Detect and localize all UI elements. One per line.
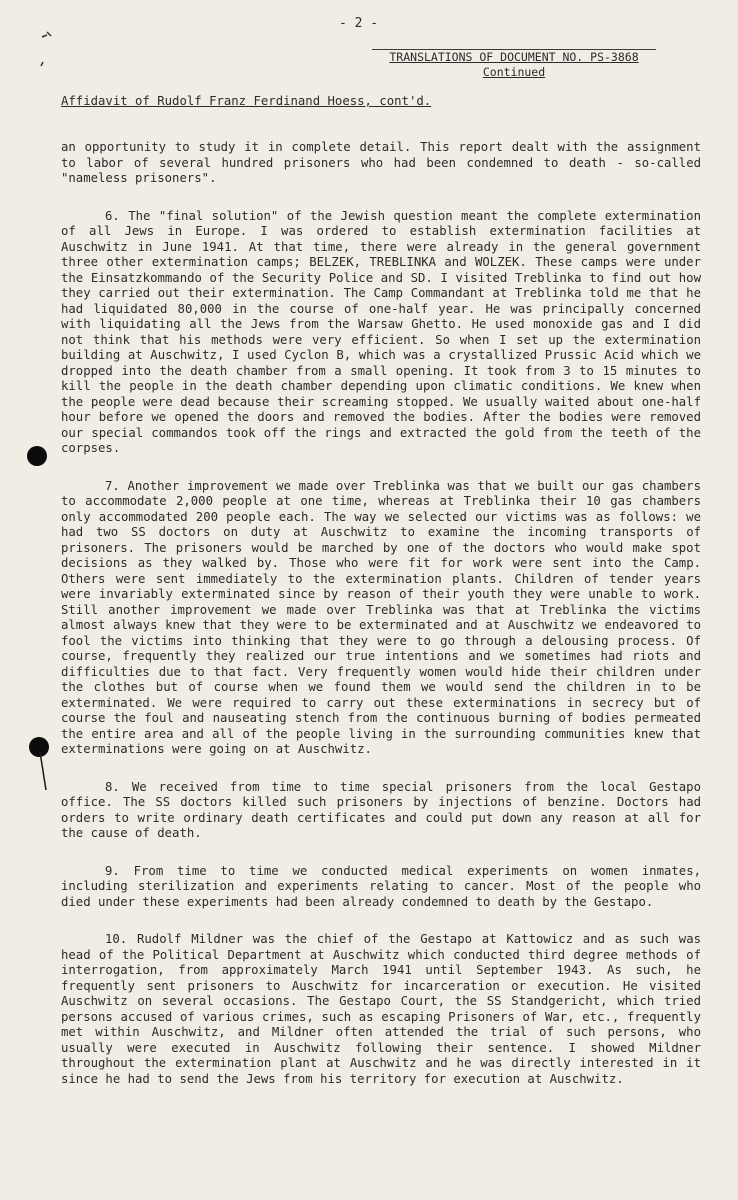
punch-hole-upper — [27, 446, 47, 466]
paragraph-7: 7. Another improvement we made over Treblinka was that we built our gas chambers to accommodate 2,000 people at one time, whereas at Treblinka their 10 gas chambers only accommodated 200 people each. The way we selected our victims was as follows: we had two SS doctors on duty at Auschwitz to examine the incoming transports of prisoners. The prisoners would be marched by one of the doctors who would make spot decisions as they walked by. Those who were fit for work were sent into the Camp. Others were sent immediately to the extermination plants. Children of tender years were invariably exterminated since by reason of their youth they were unable to work. Still another improvement we made over Treblinka was that at Treblinka the victims almost always knew that they were to be exterminated and at Auschwitz we endeavored to fool the victims into thinking that they were to go through a delousing process. Of course, frequently they realized our true intentions and we sometimes had riots and difficulties due to that fact. Very frequently women would hide their children under the clothes but of course when we found them we would send the children in to be exterminated. We were required to carry out these exterminations in secrecy but of course the foul and nauseating stench from the continuous burning of bodies permeated the entire area and all of the people living in the surrounding communities knew that exterminations were going on at Auschwitz. — [61, 478, 701, 756]
header-title: TRANSLATIONS OF DOCUMENT NO. PS-3868 — [389, 50, 639, 64]
paragraph-6: 6. The "final solution" of the Jewish question meant the complete extermination of all Jews in Europe. I was ordered to establish extermination facilities at Auschwitz in June 1941. At that time, there were already in the general government three other extermination camps; BELZEK, TREBLINKA and WOLZEK. These camps were under the Einsatzkommando of the Security Police and SD. I visited Treblinka to find out how they carried out their extermination. The Camp Commandant at Treblinka told me that he had liquidated 80,000 in the course of one-half year. He was principally concerned with liquidating all the Jews from the Warsaw Ghetto. He used monoxide gas and I did not think that his methods were very efficient. So when I set up the extermination building at Auschwitz, I used Cyclon B, which was a crystallized Prussic Acid which we dropped into the death chamber from a small opening. It took from 3 to 15 minutes to kill the people in the death chamber depending upon climatic conditions. We knew when the people were dead because their screaming stopped. We usually waited about one-half hour before we opened the doors and removed the bodies. After the bodies were removed our special commandos took off the rings and extracted the gold from the teeth of the corpses. — [61, 208, 701, 455]
page-number: - 2 - — [339, 16, 379, 31]
affidavit-title: Affidavit of Rudolf Franz Ferdinand Hoess, cont'd. — [61, 94, 432, 108]
ink-speck-marks — [40, 30, 60, 70]
paragraph-intro: an opportunity to study it in complete detail. This report dealt with the assignment to labor of several hundred prisoners who had been condemned to death - so-called "nameless prisoners". — [61, 140, 701, 185]
paragraph-10: 10. Rudolf Mildner was the chief of the Gestapo at Kattowicz and as such was head of the Political Department at Auschwitz which conducted third degree methods of interrogation, from approximately March 1941 until September 1943. As such, he frequently sent prisoners to Auschwitz for incarceration or execution. He visited Auschwitz on several occasions. The Gestapo Court, the SS Standgericht, which tried persons accused of various crimes, such as escaping Prisoners of War, etc., frequently met within Auschwitz, and Mildner often attended the trial of such persons, who usually were executed in Auschwitz following their sentence. I showed Mildner throughout the extermination plant at Auschwitz and he was directly interested in it since he had to send the Jews from his territory for execution at Auschwitz. — [61, 932, 701, 1086]
document-body — [61, 140, 701, 1109]
paragraph-9: 9. From time to time we conducted medical experiments on women inmates, including sterilization and experiments relating to cancer. Most of the people who died under these experiments had been already condemned to death by the Gestapo. — [61, 863, 701, 909]
header-subtitle: Continued — [482, 65, 546, 79]
punch-hole-tear — [38, 750, 48, 792]
document-header — [372, 49, 656, 80]
paragraph-8: 8. We received from time to time special prisoners from the local Gestapo office. The SS doctors killed such prisoners by injections of benzine. Doctors had orders to write ordinary death certificates and could put down any reason at all for the cause of death. — [61, 779, 701, 840]
